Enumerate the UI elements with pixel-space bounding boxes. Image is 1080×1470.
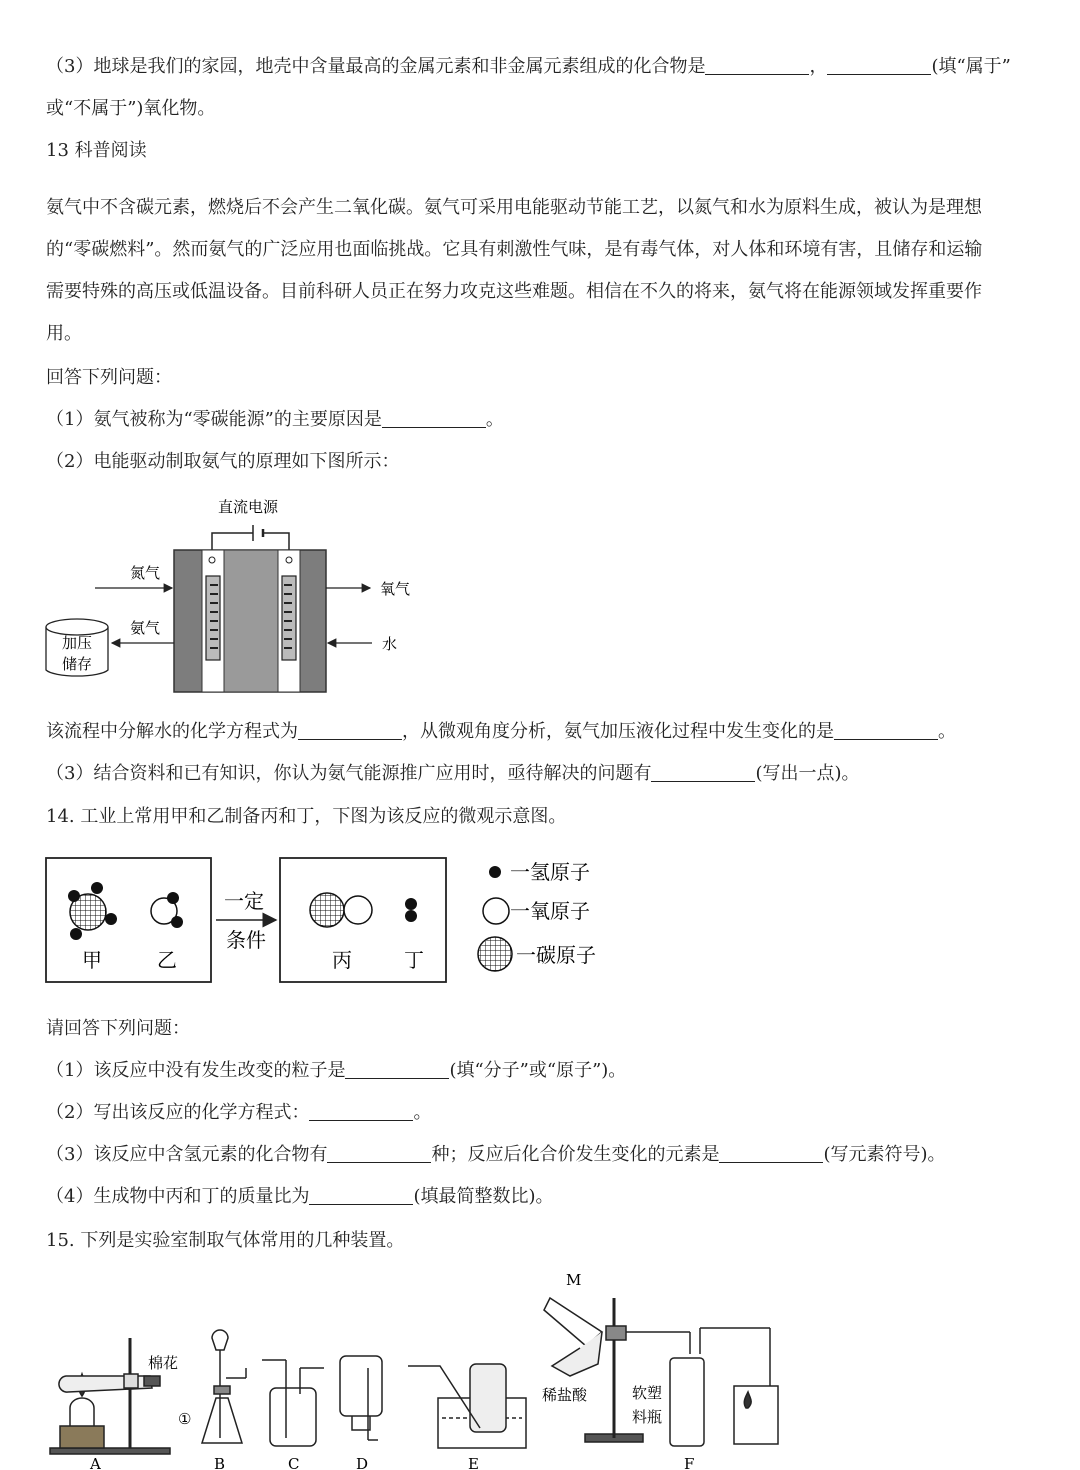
arrow-condition-bottom: 条件 [226, 928, 266, 952]
q15-title: 15. 下列是实验室制取气体常用的几种装置。 [46, 1230, 405, 1251]
answer-blank[interactable] [705, 56, 809, 75]
q14-q1-text: （1）该反应中没有发生改变的粒子是 [46, 1060, 346, 1081]
storage-label-1: 加压 [61, 634, 93, 652]
q14-q1 [46, 1059, 626, 1083]
ammonia-label: 氨气 [130, 619, 161, 637]
q14-q4 [46, 1185, 554, 1209]
label-circle1: ① [178, 1410, 192, 1428]
label-bing: 丙 [332, 948, 352, 972]
storage-label-2: 储存 [61, 655, 93, 673]
q13-q3-text: （3）结合资料和已有知识，你认为氨气能源推广应用时，亟待解决的问题有 [46, 763, 652, 784]
comma: ， [809, 56, 828, 77]
q14-prompt: 请回答下列问题： [46, 1018, 190, 1039]
apparatus-c [262, 1360, 324, 1446]
left-terminal [209, 557, 215, 563]
q14-q3-hint: (写元素符号)。 [823, 1144, 946, 1165]
q14-q2 [46, 1101, 431, 1125]
q13-q1 [46, 408, 504, 432]
q14-q1-hint: (填“分子”或“原子”)。 [449, 1060, 627, 1081]
oxygen-label: 氧气 [380, 580, 411, 598]
reaction-micro-diagram [40, 850, 620, 990]
label-a: A [90, 1455, 101, 1470]
q14-q3 [46, 1143, 946, 1167]
period: 。 [938, 721, 956, 742]
arrow-condition-top: 一定 [224, 889, 264, 913]
label-f: F [684, 1455, 695, 1470]
label-bottle-1: 软塑 [632, 1384, 663, 1402]
q12-part3-line1 [46, 55, 1011, 79]
lab-apparatus-diagram [40, 1268, 820, 1470]
legend-carbon-icon [478, 937, 512, 971]
q14-q2-text: （2）写出该反应的化学方程式： [46, 1102, 310, 1123]
answer-blank[interactable] [327, 1144, 431, 1163]
answer-blank[interactable] [719, 1144, 823, 1163]
right-terminal [286, 557, 292, 563]
electrolysis-diagram [40, 490, 440, 705]
answer-blank[interactable] [827, 56, 931, 75]
membrane [224, 550, 278, 692]
power-source-label: 直流电源 [217, 498, 279, 516]
label-jia: 甲 [82, 948, 102, 972]
q13-q1-text: （1）氨气被称为“零碳能源”的主要原因是 [46, 409, 382, 430]
label-b: B [214, 1455, 226, 1470]
legend-hydrogen: 一氢原子 [510, 860, 590, 884]
apparatus-b [202, 1330, 246, 1443]
answer-blank[interactable] [834, 721, 938, 740]
answer-blank[interactable] [309, 1102, 413, 1121]
q13-title: 13 科普阅读 [46, 140, 147, 161]
q12-part3-text: （3）地球是我们的家园，地壳中含量最高的金属元素和非金属元素组成的化合物是 [46, 56, 706, 77]
q13-para-line3: 需要特殊的高压或低温设备。目前科研人员正在努力攻克这些难题。相信在不久的将来，氨气将在能源领域发挥重要作 [46, 281, 982, 302]
answer-blank[interactable] [309, 1186, 413, 1205]
label-d: D [356, 1455, 369, 1470]
q13-followup-text2: ，从微观角度分析，氨气加压液化过程中发生变化的是 [402, 721, 834, 742]
q14-title: 14. 工业上常用甲和乙制备丙和丁，下图为该反应的微观示意图。 [46, 806, 567, 827]
apparatus-d [340, 1356, 382, 1440]
label-cotton: 棉花 [148, 1354, 179, 1372]
legend-hydrogen-icon [489, 866, 501, 878]
q12-part3-line2: 或“不属于”)氧化物。 [46, 98, 216, 119]
q14-q4-text: （4）生成物中丙和丁的质量比为 [46, 1186, 310, 1207]
q14-q4-hint: (填最简整数比)。 [413, 1186, 554, 1207]
answer-blank[interactable] [651, 763, 755, 782]
q13-q3 [46, 762, 860, 786]
q13-q3-hint: (写出一点)。 [755, 763, 860, 784]
legend-oxygen: 一氧原子 [510, 899, 590, 923]
period: 。 [485, 409, 504, 430]
water-label: 水 [382, 635, 398, 653]
apparatus-e [408, 1364, 526, 1448]
answer-blank[interactable] [298, 721, 402, 740]
label-bottle-2: 料瓶 [632, 1408, 663, 1426]
q14-q3-text2: 种；反应后化合价发生变化的元素是 [431, 1144, 720, 1165]
q13-para-line2: 的“零碳燃料”。然而氨气的广泛应用也面临挑战。它具有刺激性气味，是有毒气体，对人体和环境有害，且储存和运输 [46, 239, 983, 260]
label-acid: 稀盐酸 [542, 1386, 588, 1404]
reactant-box [46, 858, 211, 982]
q12-part3-hint: (填“属于” [931, 56, 1011, 77]
label-ding: 丁 [404, 948, 424, 972]
label-e: E [468, 1455, 479, 1470]
q13-para-line1: 氨气中不含碳元素，燃烧后不会产生二氧化碳。氨气可采用电能驱动节能工艺，以氮气和水为原料生成，被认为是理想 [46, 197, 982, 218]
period: 。 [413, 1102, 432, 1123]
q14-q3-text: （3）该反应中含氢元素的化合物有 [46, 1144, 328, 1165]
answer-blank[interactable] [345, 1060, 449, 1079]
legend-carbon: 一碳原子 [516, 943, 596, 967]
answer-blank[interactable] [382, 409, 486, 428]
legend-oxygen-icon [483, 898, 509, 924]
label-c: C [288, 1455, 300, 1470]
q13-q2: （2）电能驱动制取氨气的原理如下图所示： [46, 451, 400, 472]
storage-tank-top [46, 619, 108, 635]
q13-followup-text: 该流程中分解水的化学方程式为 [46, 721, 298, 742]
q13-q2-followup [46, 720, 956, 744]
nitrogen-label: 氮气 [130, 564, 161, 582]
q13-para-line4: 用。 [46, 323, 82, 344]
label-m: M [566, 1271, 582, 1289]
q13-answer-prompt: 回答下列问题： [46, 367, 172, 388]
label-yi: 乙 [157, 948, 177, 972]
